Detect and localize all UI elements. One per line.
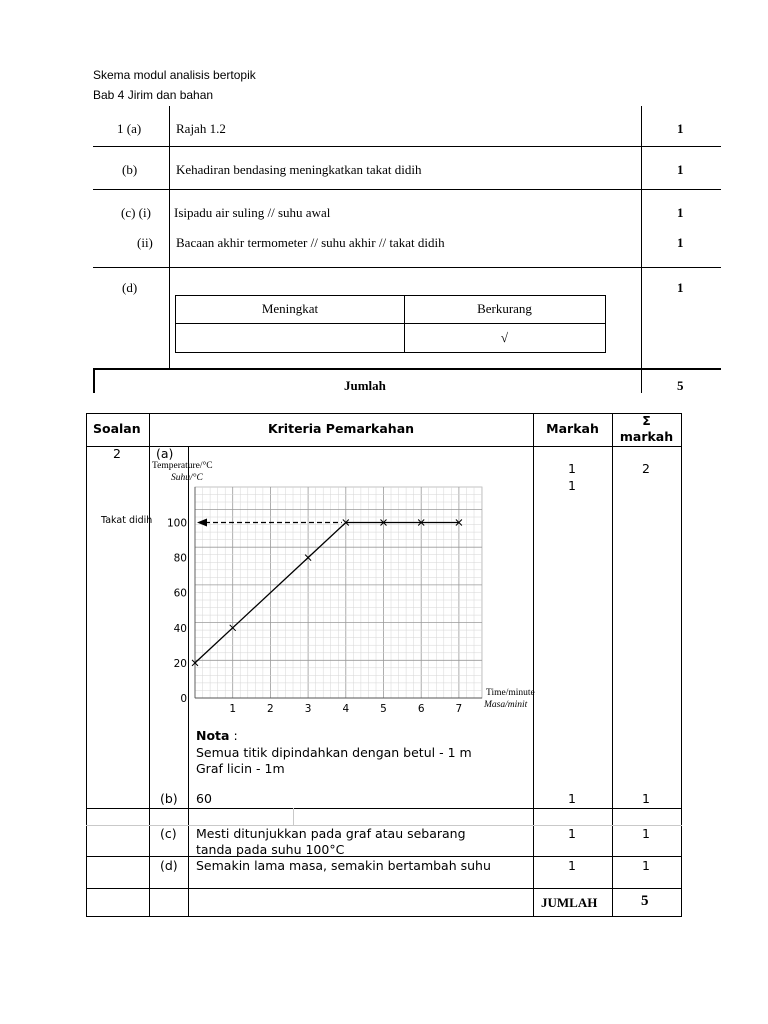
x-tick-label: 4 (342, 703, 350, 715)
q1-label-c-i: (c) (i) (121, 205, 151, 220)
q1-mark-d: 1 (677, 280, 684, 295)
q1-d-col-berkurang: Berkurang (477, 301, 532, 316)
nota-colon: : (233, 728, 238, 743)
q1-mark-a: 1 (677, 121, 684, 136)
q1-label-c-ii: (ii) (137, 235, 153, 250)
y-tick-label: 80 (173, 552, 187, 565)
q2-sum-d: 1 (642, 858, 650, 873)
y-tick-label: 40 (173, 622, 187, 635)
q2-answer-b: 60 (196, 791, 212, 806)
nota-line-2: Graf licin - 1m (196, 761, 285, 776)
q2-header-markah: Markah (546, 421, 599, 436)
q2-header-kriteria: Kriteria Pemarkahan (267, 421, 415, 436)
x-tick-label: 1 (229, 703, 237, 715)
q2-a-mark-2: 1 (568, 478, 576, 493)
nota-label: Nota (196, 728, 230, 743)
nota-heading (196, 728, 238, 743)
q2-sum-b: 1 (642, 791, 650, 806)
q2-a-sum: 2 (642, 461, 650, 476)
q1-total-label: Jumlah (344, 378, 386, 393)
chart-annotation-takat-didih: Takat didih (101, 515, 153, 526)
q1-total-mark: 5 (677, 378, 684, 393)
q2-header-sigma: Σ (642, 413, 651, 428)
chart-y-label-ms: Suhu/°C (171, 473, 203, 483)
q1-mark-c-i: 1 (677, 205, 684, 220)
q1-answer-c-i: Isipadu air suling // suhu awal (174, 205, 331, 220)
q1-answer-a: Rajah 1.2 (176, 121, 226, 136)
q2-answer-c-line1: Mesti ditunjukkan pada graf atau sebarang (196, 826, 466, 841)
y-tick-label: 60 (173, 587, 187, 600)
x-tick-label: 6 (417, 703, 425, 715)
y-tick-label: 20 (173, 657, 187, 670)
q2-label-d: (d) (160, 858, 178, 873)
q1-mark-b: 1 (677, 162, 684, 177)
q2-answer-c-line2: tanda pada suhu 100°C (196, 842, 345, 857)
q1-mark-c-ii: 1 (677, 235, 684, 250)
q1-label-d: (d) (122, 280, 138, 295)
chart-x-label: Time/minute (486, 688, 535, 698)
q1-d-col-meningkat: Meningkat (261, 301, 319, 316)
q2-total-label: JUMLAH (541, 895, 598, 910)
q1-d-value-berkurang: √ (500, 330, 509, 345)
q2-total-mark: 5 (641, 893, 649, 909)
x-tick-label: 5 (380, 703, 387, 715)
q2-mark-b: 1 (568, 791, 576, 806)
q2-mark-d: 1 (568, 858, 576, 873)
y-tick-label: 100 (166, 517, 187, 530)
chart-x-label-ms: Masa/minit (484, 700, 528, 710)
nota-line-1: Semua titik dipindahkan dengan betul - 1 m (196, 745, 472, 760)
q2-sum-c: 1 (642, 826, 650, 841)
q1-answer-c-ii: Bacaan akhir termometer // suhu akhir // takat didih (176, 235, 445, 250)
x-tick-label: 2 (267, 703, 274, 715)
q2-header-soalan: Soalan (93, 421, 141, 436)
q2-label-b: (b) (160, 791, 178, 806)
chart-y-label: Temperature/°C (152, 461, 213, 471)
q1-answer-b: Kehadiran bendasing meningkatkan takat didih (176, 162, 422, 177)
q1-label-b: (b) (122, 162, 138, 177)
q2-label-a: (a) (156, 446, 174, 461)
q2-number: 2 (113, 446, 121, 461)
q2-answer-d: Semakin lama masa, semakin bertambah suhu (196, 858, 491, 873)
q2-mark-c: 1 (568, 826, 576, 841)
q2-a-mark-1: 1 (568, 461, 576, 476)
x-tick-label: 7 (455, 703, 463, 715)
q2-label-c: (c) (160, 826, 177, 841)
x-tick-label: 3 (304, 703, 312, 715)
q2-header-sigma-markah: markah (619, 429, 674, 444)
page-title: Skema modul analisis bertopik (93, 68, 256, 82)
page-subtitle: Bab 4 Jirim dan bahan (93, 88, 214, 102)
q1-label-a: 1 (a) (117, 121, 142, 136)
y-tick-label: 0 (180, 693, 187, 705)
